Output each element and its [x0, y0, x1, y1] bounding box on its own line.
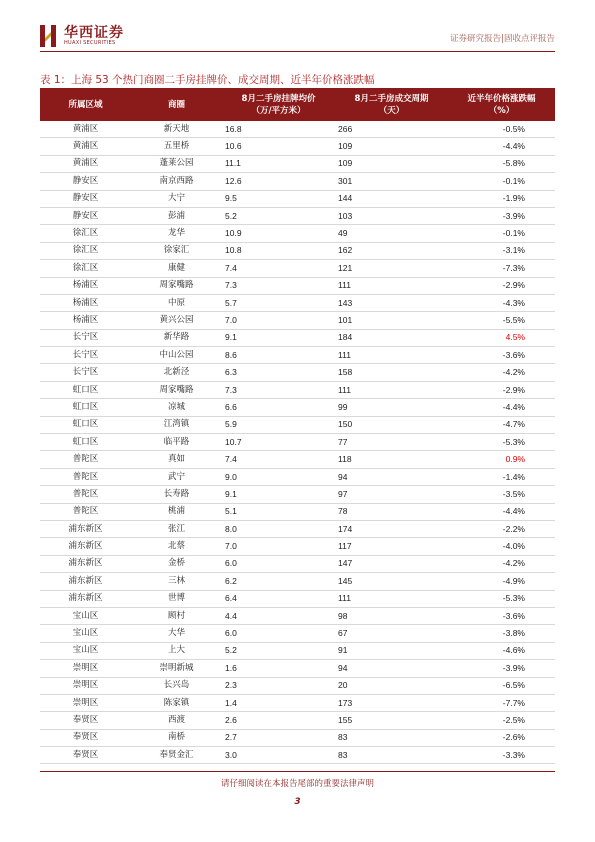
cell-price-change: -4.9% [448, 573, 555, 590]
table-row [40, 329, 555, 346]
table-row [40, 416, 555, 433]
cell-listing-price: 8.0 [222, 520, 335, 537]
cell-listing-price: 12.6 [222, 173, 335, 190]
cell-business-area: 南桥 [131, 729, 222, 746]
cell-price-change: -3.3% [448, 747, 555, 764]
report-type: 证券研究报告|固收点评报告 [450, 34, 555, 44]
table-row [40, 399, 555, 416]
cell-district: 静安区 [40, 207, 131, 224]
cell-district: 奉贤区 [40, 712, 131, 729]
cell-transaction-cycle: 144 [335, 190, 448, 207]
cell-listing-price: 2.7 [222, 729, 335, 746]
housing-price-table [40, 88, 555, 764]
cell-listing-price: 9.5 [222, 190, 335, 207]
cell-transaction-cycle: 111 [335, 347, 448, 364]
brand-name-en: HUAXI SECURITIES [64, 40, 116, 46]
cell-district: 徐汇区 [40, 225, 131, 242]
table-row [40, 625, 555, 642]
table-body [40, 121, 555, 764]
cell-business-area: 崇明新城 [131, 660, 222, 677]
cell-district: 长宁区 [40, 364, 131, 381]
cell-listing-price: 9.1 [222, 486, 335, 503]
cell-business-area: 真如 [131, 451, 222, 468]
cell-price-change: 4.5% [448, 329, 555, 346]
cell-price-change: -5.5% [448, 312, 555, 329]
table-row [40, 677, 555, 694]
cell-listing-price: 6.0 [222, 625, 335, 642]
cell-listing-price: 6.6 [222, 399, 335, 416]
cell-business-area: 南京西路 [131, 173, 222, 190]
cell-business-area: 张江 [131, 520, 222, 537]
table-row [40, 207, 555, 224]
cell-price-change: -1.9% [448, 190, 555, 207]
cell-transaction-cycle: 301 [335, 173, 448, 190]
cell-price-change: -4.2% [448, 555, 555, 572]
cell-business-area: 龙华 [131, 225, 222, 242]
table-row [40, 364, 555, 381]
cell-district: 崇明区 [40, 660, 131, 677]
cell-district: 虹口区 [40, 381, 131, 398]
cell-district: 浦东新区 [40, 520, 131, 537]
cell-listing-price: 9.0 [222, 468, 335, 485]
cell-business-area: 大华 [131, 625, 222, 642]
table-row [40, 486, 555, 503]
cell-district: 长宁区 [40, 347, 131, 364]
cell-transaction-cycle: 20 [335, 677, 448, 694]
header-district: 所属区域 [40, 88, 131, 121]
cell-business-area: 金桥 [131, 555, 222, 572]
table-row [40, 590, 555, 607]
page-number: 3 [294, 797, 301, 807]
table-row [40, 173, 555, 190]
cell-business-area: 徐家汇 [131, 242, 222, 259]
cell-transaction-cycle: 155 [335, 712, 448, 729]
cell-district: 普陀区 [40, 486, 131, 503]
cell-listing-price: 16.8 [222, 121, 335, 138]
cell-listing-price: 6.0 [222, 555, 335, 572]
cell-district: 静安区 [40, 173, 131, 190]
cell-business-area: 凉城 [131, 399, 222, 416]
cell-transaction-cycle: 111 [335, 277, 448, 294]
cell-transaction-cycle: 103 [335, 207, 448, 224]
cell-price-change: -4.4% [448, 138, 555, 155]
cell-transaction-cycle: 67 [335, 625, 448, 642]
table-row [40, 121, 555, 138]
cell-transaction-cycle: 78 [335, 503, 448, 520]
cell-price-change: -6.5% [448, 677, 555, 694]
cell-district: 虹口区 [40, 416, 131, 433]
cell-price-change: -4.4% [448, 503, 555, 520]
cell-business-area: 周家嘴路 [131, 381, 222, 398]
table-row [40, 694, 555, 711]
cell-listing-price: 5.2 [222, 207, 335, 224]
table-row [40, 573, 555, 590]
cell-listing-price: 7.0 [222, 538, 335, 555]
cell-business-area: 桃浦 [131, 503, 222, 520]
cell-district: 浦东新区 [40, 573, 131, 590]
cell-district: 宝山区 [40, 607, 131, 624]
cell-transaction-cycle: 83 [335, 747, 448, 764]
cell-listing-price: 5.1 [222, 503, 335, 520]
cell-listing-price: 7.4 [222, 260, 335, 277]
table-row [40, 538, 555, 555]
legal-notice: 请仔细阅读在本报告尾部的重要法律声明 [220, 779, 374, 789]
cell-business-area: 临平路 [131, 434, 222, 451]
cell-transaction-cycle: 97 [335, 486, 448, 503]
cell-transaction-cycle: 266 [335, 121, 448, 138]
cell-price-change: -4.6% [448, 642, 555, 659]
cell-price-change: -3.9% [448, 207, 555, 224]
cell-transaction-cycle: 118 [335, 451, 448, 468]
cell-transaction-cycle: 145 [335, 573, 448, 590]
cell-listing-price: 7.4 [222, 451, 335, 468]
cell-business-area: 世博 [131, 590, 222, 607]
table-row [40, 607, 555, 624]
cell-transaction-cycle: 184 [335, 329, 448, 346]
table-row [40, 260, 555, 277]
huaxi-logo-icon [40, 25, 56, 47]
cell-transaction-cycle: 111 [335, 590, 448, 607]
cell-district: 黄浦区 [40, 155, 131, 172]
cell-transaction-cycle: 49 [335, 225, 448, 242]
cell-transaction-cycle: 98 [335, 607, 448, 624]
cell-business-area: 康健 [131, 260, 222, 277]
cell-district: 虹口区 [40, 399, 131, 416]
cell-business-area: 周家嘴路 [131, 277, 222, 294]
table-row [40, 381, 555, 398]
cell-district: 杨浦区 [40, 294, 131, 311]
cell-listing-price: 7.0 [222, 312, 335, 329]
table-row [40, 277, 555, 294]
cell-business-area: 北新泾 [131, 364, 222, 381]
table-row [40, 312, 555, 329]
cell-business-area: 武宁 [131, 468, 222, 485]
cell-price-change: -2.6% [448, 729, 555, 746]
cell-price-change: -3.8% [448, 625, 555, 642]
header-divider [40, 51, 555, 52]
cell-price-change: -3.5% [448, 486, 555, 503]
cell-district: 宝山区 [40, 625, 131, 642]
table-row [40, 225, 555, 242]
cell-price-change: -1.4% [448, 468, 555, 485]
table-title: 表 1：上海 53 个热门商圈二手房挂牌价、成交周期、近半年价格涨跌幅 [40, 74, 375, 86]
cell-district: 虹口区 [40, 434, 131, 451]
header-listing-price: 8月二手房挂牌均价 （万/平方米） [222, 88, 335, 121]
cell-listing-price: 2.3 [222, 677, 335, 694]
table-row [40, 138, 555, 155]
brand-name-cn: 华西证券 [64, 25, 124, 41]
cell-transaction-cycle: 109 [335, 138, 448, 155]
cell-listing-price: 10.7 [222, 434, 335, 451]
cell-price-change: -2.5% [448, 712, 555, 729]
cell-district: 普陀区 [40, 451, 131, 468]
cell-transaction-cycle: 101 [335, 312, 448, 329]
cell-listing-price: 1.6 [222, 660, 335, 677]
cell-price-change: -3.9% [448, 660, 555, 677]
cell-transaction-cycle: 91 [335, 642, 448, 659]
cell-transaction-cycle: 150 [335, 416, 448, 433]
cell-district: 奉贤区 [40, 729, 131, 746]
cell-district: 浦东新区 [40, 590, 131, 607]
cell-transaction-cycle: 147 [335, 555, 448, 572]
cell-business-area: 西渡 [131, 712, 222, 729]
cell-district: 杨浦区 [40, 277, 131, 294]
header-price-change: 近半年价格涨跌幅 （%） [448, 88, 555, 121]
cell-transaction-cycle: 173 [335, 694, 448, 711]
cell-district: 黄浦区 [40, 121, 131, 138]
cell-price-change: -3.6% [448, 347, 555, 364]
cell-transaction-cycle: 143 [335, 294, 448, 311]
table-row [40, 729, 555, 746]
cell-price-change: -4.0% [448, 538, 555, 555]
table-row [40, 242, 555, 259]
table-row [40, 434, 555, 451]
cell-business-area: 新天地 [131, 121, 222, 138]
cell-listing-price: 6.2 [222, 573, 335, 590]
table-row [40, 190, 555, 207]
cell-business-area: 新华路 [131, 329, 222, 346]
cell-business-area: 上大 [131, 642, 222, 659]
cell-business-area: 蓬莱公园 [131, 155, 222, 172]
cell-business-area: 彭浦 [131, 207, 222, 224]
cell-price-change: -5.3% [448, 434, 555, 451]
cell-price-change: -0.5% [448, 121, 555, 138]
cell-listing-price: 11.1 [222, 155, 335, 172]
cell-price-change: -2.9% [448, 381, 555, 398]
cell-transaction-cycle: 174 [335, 520, 448, 537]
cell-district: 徐汇区 [40, 242, 131, 259]
cell-transaction-cycle: 94 [335, 468, 448, 485]
cell-business-area: 江湾镇 [131, 416, 222, 433]
cell-district: 普陀区 [40, 503, 131, 520]
cell-price-change: -5.3% [448, 590, 555, 607]
cell-listing-price: 6.4 [222, 590, 335, 607]
cell-listing-price: 6.3 [222, 364, 335, 381]
cell-district: 奉贤区 [40, 747, 131, 764]
table-row [40, 520, 555, 537]
cell-listing-price: 8.6 [222, 347, 335, 364]
cell-district: 杨浦区 [40, 312, 131, 329]
cell-price-change: -4.2% [448, 364, 555, 381]
cell-listing-price: 5.9 [222, 416, 335, 433]
cell-business-area: 陈家镇 [131, 694, 222, 711]
cell-listing-price: 4.4 [222, 607, 335, 624]
cell-district: 浦东新区 [40, 555, 131, 572]
cell-price-change: -3.6% [448, 607, 555, 624]
table-header-row [40, 88, 555, 121]
cell-listing-price: 9.1 [222, 329, 335, 346]
cell-transaction-cycle: 111 [335, 381, 448, 398]
table-row [40, 503, 555, 520]
cell-transaction-cycle: 121 [335, 260, 448, 277]
cell-district: 长宁区 [40, 329, 131, 346]
header-transaction-cycle: 8月二手房成交周期 （天） [335, 88, 448, 121]
cell-district: 宝山区 [40, 642, 131, 659]
footer-divider [40, 771, 555, 772]
cell-transaction-cycle: 77 [335, 434, 448, 451]
cell-business-area: 黄兴公园 [131, 312, 222, 329]
cell-business-area: 中山公园 [131, 347, 222, 364]
cell-transaction-cycle: 158 [335, 364, 448, 381]
cell-price-change: -4.7% [448, 416, 555, 433]
cell-business-area: 长寿路 [131, 486, 222, 503]
cell-price-change: 0.9% [448, 451, 555, 468]
header-business-area: 商圈 [131, 88, 222, 121]
cell-listing-price: 5.2 [222, 642, 335, 659]
cell-transaction-cycle: 117 [335, 538, 448, 555]
cell-price-change: -4.3% [448, 294, 555, 311]
cell-listing-price: 3.0 [222, 747, 335, 764]
cell-district: 崇明区 [40, 694, 131, 711]
cell-business-area: 奉贤金汇 [131, 747, 222, 764]
cell-district: 静安区 [40, 190, 131, 207]
cell-listing-price: 7.3 [222, 381, 335, 398]
table-row [40, 747, 555, 764]
table-row [40, 468, 555, 485]
cell-price-change: -7.7% [448, 694, 555, 711]
table-row [40, 555, 555, 572]
cell-district: 崇明区 [40, 677, 131, 694]
cell-business-area: 大宁 [131, 190, 222, 207]
table-row [40, 660, 555, 677]
cell-listing-price: 7.3 [222, 277, 335, 294]
cell-transaction-cycle: 94 [335, 660, 448, 677]
page-header [0, 0, 595, 52]
cell-business-area: 长兴岛 [131, 677, 222, 694]
cell-listing-price: 5.7 [222, 294, 335, 311]
cell-transaction-cycle: 162 [335, 242, 448, 259]
cell-price-change: -4.4% [448, 399, 555, 416]
cell-price-change: -0.1% [448, 173, 555, 190]
table-row [40, 294, 555, 311]
cell-business-area: 北蔡 [131, 538, 222, 555]
cell-business-area: 三林 [131, 573, 222, 590]
cell-listing-price: 10.8 [222, 242, 335, 259]
cell-transaction-cycle: 109 [335, 155, 448, 172]
cell-business-area: 五里桥 [131, 138, 222, 155]
cell-district: 黄浦区 [40, 138, 131, 155]
cell-listing-price: 10.9 [222, 225, 335, 242]
cell-district: 浦东新区 [40, 538, 131, 555]
cell-district: 徐汇区 [40, 260, 131, 277]
cell-transaction-cycle: 99 [335, 399, 448, 416]
cell-business-area: 顾村 [131, 607, 222, 624]
table-row [40, 451, 555, 468]
cell-business-area: 中原 [131, 294, 222, 311]
table-row [40, 712, 555, 729]
cell-price-change: -0.1% [448, 225, 555, 242]
cell-price-change: -2.9% [448, 277, 555, 294]
table-row [40, 155, 555, 172]
table-row [40, 642, 555, 659]
cell-district: 普陀区 [40, 468, 131, 485]
cell-price-change: -5.8% [448, 155, 555, 172]
cell-price-change: -7.3% [448, 260, 555, 277]
cell-listing-price: 2.6 [222, 712, 335, 729]
cell-listing-price: 10.6 [222, 138, 335, 155]
cell-price-change: -2.2% [448, 520, 555, 537]
table-row [40, 347, 555, 364]
cell-transaction-cycle: 83 [335, 729, 448, 746]
cell-listing-price: 1.4 [222, 694, 335, 711]
cell-price-change: -3.1% [448, 242, 555, 259]
